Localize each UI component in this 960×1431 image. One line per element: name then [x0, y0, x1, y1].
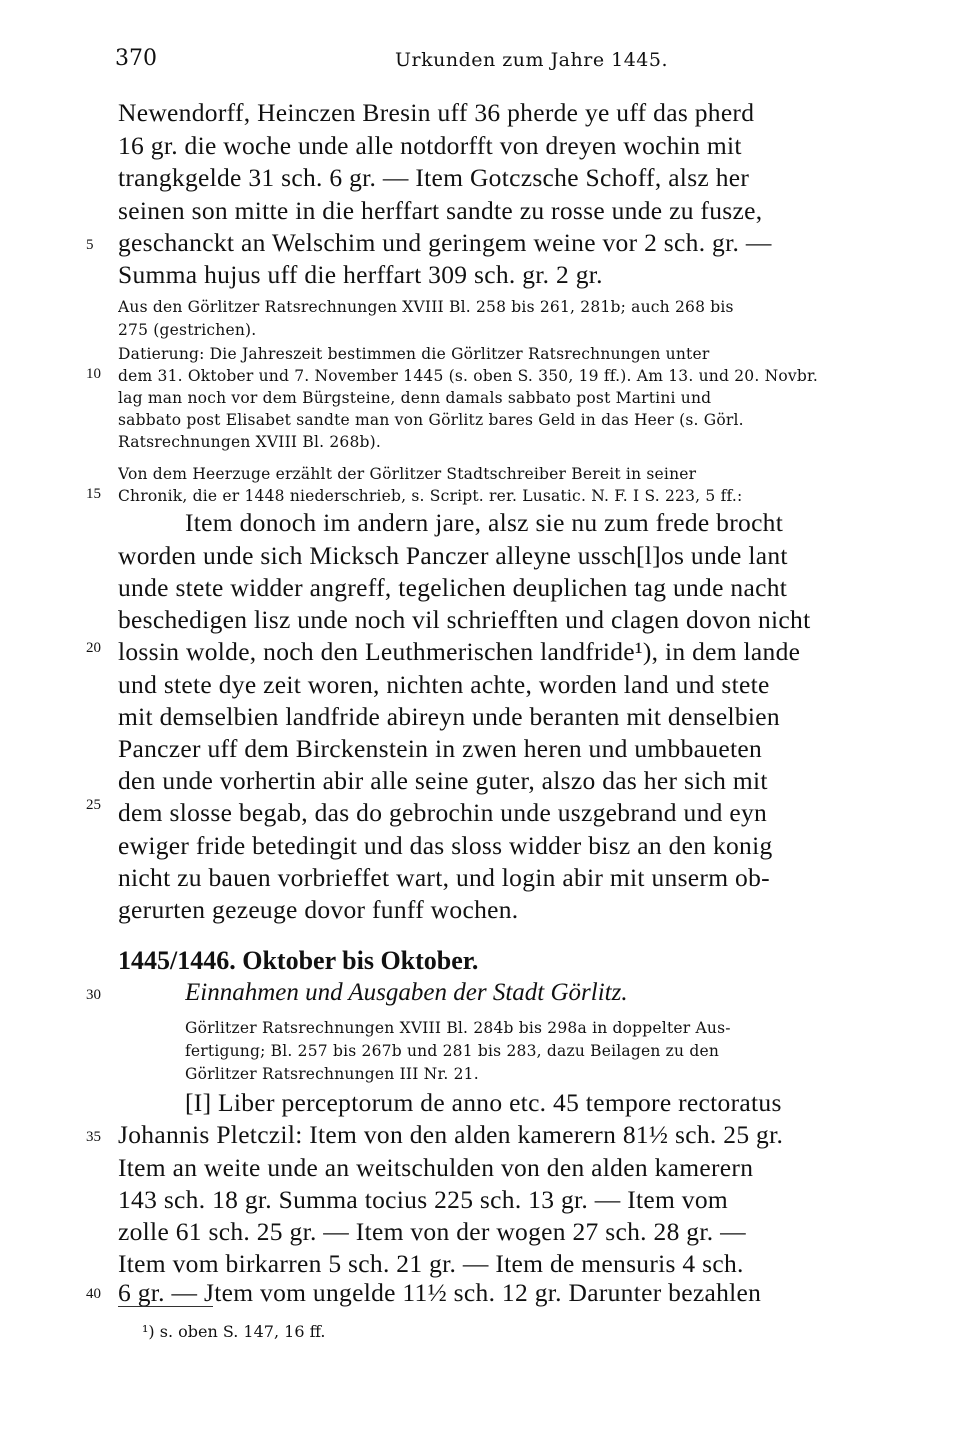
line-number: 25 — [86, 797, 101, 813]
text-line: Item donoch im andern jare, alsz sie nu zum frede brocht — [185, 508, 784, 537]
page-number: 370 — [115, 46, 157, 71]
text-line: zolle 61 sch. 25 gr. — Item von der wogen 27 sch. 28 gr. — — [118, 1217, 746, 1246]
running-title: Urkunden zum Jahre 1445. — [395, 49, 669, 71]
line-number: 40 — [86, 1286, 101, 1302]
footnote-rule — [118, 1306, 213, 1307]
text-line: Item an weite unde an weitschulden von den alden kamerern — [118, 1153, 754, 1182]
text-line: lossin wolde, noch den Leuthmerischen landfride¹), in dem lande — [118, 637, 801, 666]
text-line: Panczer uff dem Birckenstein in zwen heren und umbbaueten — [118, 734, 762, 763]
line-number: 35 — [86, 1129, 101, 1145]
text-line: Johannis Pletczil: Item von den alden kamerern 81½ sch. 25 gr. — [118, 1120, 784, 1149]
text-line: mit demselbien landfride abireyn unde beranten mit denselbien — [118, 702, 780, 731]
text-line: ewiger fride betedingit und das sloss widder bisz an den konig — [118, 831, 773, 860]
text-line: nicht zu bauen vorbrieffet wart, und login abir mit unserm ob- — [118, 863, 770, 892]
chronicle-note-line: Chronik, die er 1448 niederschrieb, s. Script. rer. Lusatic. N. F. I S. 223, 5 ff.: — [118, 487, 743, 505]
dating-note-line: lag man noch vor dem Bürgsteine, denn damals sabbato post Martini und — [118, 389, 712, 407]
line-number: 15 — [86, 486, 101, 502]
line-number: 20 — [86, 640, 101, 656]
text-line: unde stete widder angreff, tegelichen deuplichen tag unde nacht — [118, 573, 788, 602]
document-subtitle: Einnahmen und Ausgaben der Stadt Görlitz. — [185, 979, 628, 1006]
text-line: trangkgelde 31 sch. 6 gr. — Item Gotczsche Schoff, alsz her — [118, 163, 750, 192]
source-note-line: 275 (gestrichen). — [118, 321, 257, 339]
text-line: worden unde sich Micksch Panczer alleyne ussch[l]os unde lant — [118, 541, 788, 570]
text-line: Item vom birkarren 5 sch. 21 gr. — Item de mensuris 4 sch. — [118, 1249, 744, 1278]
footnote: ¹) s. oben S. 147, 16 ff. — [142, 1322, 326, 1341]
text-line: und stete dye zeit woren, nichten achte, worden land und stete — [118, 670, 770, 699]
document-heading: 1445/1446. Oktober bis Oktober. — [118, 946, 479, 975]
source-note-line: fertigung; Bl. 257 bis 267b und 281 bis 283, dazu Beilagen zu den — [185, 1042, 720, 1060]
text-line: Newendorff, Heinczen Bresin uff 36 pherde ye uff das pherd — [118, 98, 755, 127]
text-line: beschedigen lisz unde noch vil schriefften und clagen dovon nicht — [118, 605, 811, 634]
text-line: den unde vorhertin abir alle seine guter, alszo das her sich mit — [118, 766, 768, 795]
text-line: 143 sch. 18 gr. Summa tocius 225 sch. 13 gr. — Item vom — [118, 1185, 729, 1214]
dating-note-line: Ratsrechnungen XVIII Bl. 268b). — [118, 433, 382, 451]
source-note-line: Görlitzer Ratsrechnungen XVIII Bl. 284b bis 298a in doppelter Aus- — [185, 1019, 731, 1037]
text-line: seinen son mitte in die herffart sandte zu rosse unde zu fusze, — [118, 196, 763, 225]
text-line: dem slosse begab, das do gebrochin unde uszgebrand und eyn — [118, 798, 768, 827]
line-number: 5 — [86, 237, 94, 253]
text-line: gerurten gezeuge dovor funff wochen. — [118, 895, 519, 924]
line-number: 30 — [86, 987, 101, 1003]
chronicle-note-line: Von dem Heerzuge erzählt der Görlitzer Stadtschreiber Bereit in seiner — [118, 465, 697, 483]
text-line: 6 gr. — Jtem vom ungelde 11½ sch. 12 gr. Darunter bezahlen — [118, 1278, 762, 1307]
source-note-line: Aus den Görlitzer Ratsrechnungen XVIII Bl. 258 bis 261, 281b; auch 268 bis — [118, 298, 734, 316]
dating-note-line: dem 31. Oktober und 7. November 1445 (s. oben S. 350, 19 ff.). Am 13. und 20. Novbr. — [118, 367, 818, 385]
text-line: Summa hujus uff die herffart 309 sch. gr. 2 gr. — [118, 260, 603, 289]
source-note-line: Görlitzer Ratsrechnungen III Nr. 21. — [185, 1065, 479, 1083]
dating-note-line: sabbato post Elisabet sandte man von Görlitz bares Geld in das Heer (s. Görl. — [118, 411, 744, 429]
text-line: geschanckt an Welschim und geringem weine vor 2 sch. gr. — — [118, 228, 772, 257]
dating-note-line: Datierung: Die Jahreszeit bestimmen die Görlitzer Ratsrechnungen unter — [118, 345, 710, 363]
line-number: 10 — [86, 366, 101, 382]
text-line: [I] Liber perceptorum de anno etc. 45 tempore rectoratus — [185, 1088, 782, 1117]
text-line: 16 gr. die woche unde alle notdorfft von dreyen wochin mit — [118, 131, 742, 160]
